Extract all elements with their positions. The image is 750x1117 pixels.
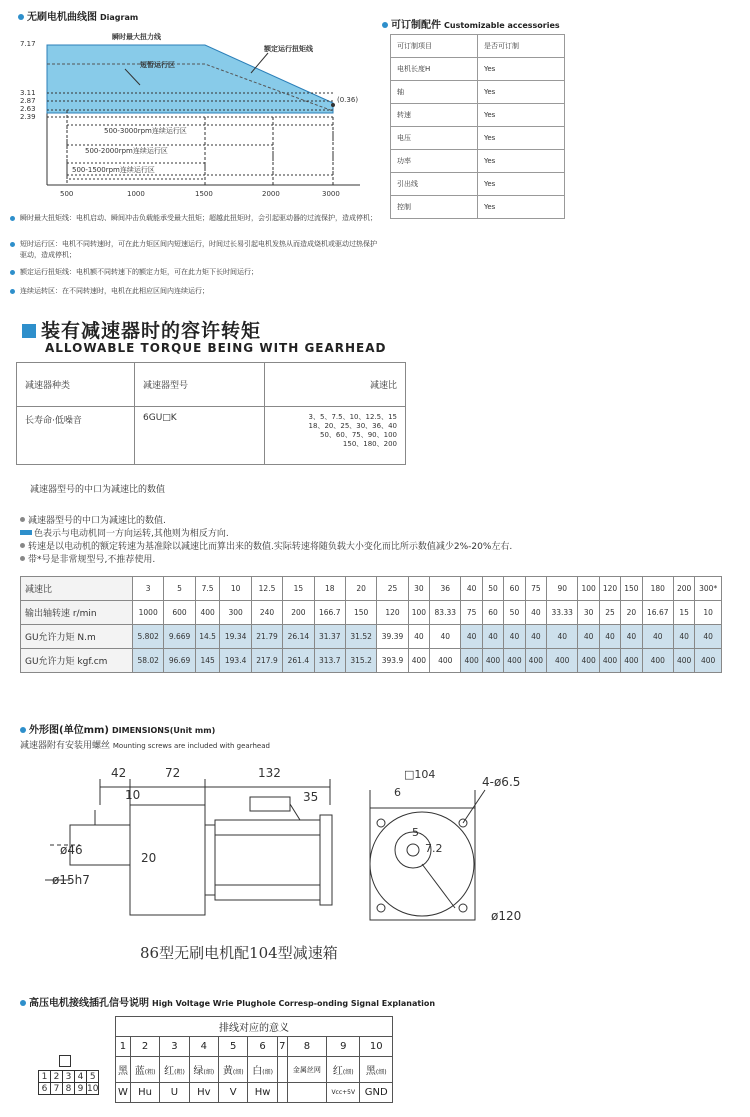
table-cell: 40: [578, 625, 599, 649]
header-cell: 减速比: [265, 363, 406, 407]
y-tick: 3.11: [20, 89, 36, 97]
table-cell: 5.802: [133, 625, 164, 649]
table-cell: 40: [482, 625, 503, 649]
signal-cell: [277, 1057, 287, 1083]
table-cell: 33.33: [547, 601, 578, 625]
bullet-icon: [20, 727, 26, 733]
signal-cell: [287, 1083, 326, 1103]
table-cell: 180: [642, 577, 673, 601]
signal-cell: 金属丝网: [287, 1057, 326, 1083]
table-cell: 36: [430, 577, 461, 601]
table-cell: 217.9: [251, 649, 282, 673]
table-cell: 3: [133, 577, 164, 601]
table-cell: 15: [673, 601, 694, 625]
dim-132: 132: [258, 766, 281, 780]
square-icon: [22, 324, 36, 338]
x-tick: 1500: [195, 190, 213, 198]
signal-cell: GND: [360, 1083, 393, 1103]
y-tick: 2.87: [20, 97, 36, 105]
table-cell: 30: [408, 577, 429, 601]
plug-pin: 7: [51, 1083, 63, 1095]
signal-title: 高压电机接线插孔信号说明 High Voltage Wrie Plughole Corresp-onding Signal Explanation: [20, 994, 435, 1009]
bullet-icon: [20, 1000, 26, 1006]
table-cell: 400: [642, 649, 673, 673]
side-view-drawing: [40, 765, 360, 925]
table-cell: 400: [482, 649, 503, 673]
plug-pin: 5: [87, 1071, 99, 1083]
plug-latch-icon: [59, 1055, 71, 1067]
ratio-table: [20, 576, 722, 673]
curve-note: 瞬时最大扭矩线：电机启动、瞬间冲击负载能承受最大扭矩；超越此扭矩时，会引起驱动器的过流保护，造成停机；: [20, 213, 380, 224]
table-cell: 400: [695, 649, 722, 673]
plug-pin: 3: [63, 1071, 75, 1083]
curve-note: 连续运转区：在不同转速时，电机在此相应区间内连续运行；: [20, 286, 380, 297]
dim-120: ø120: [491, 909, 522, 923]
signal-cell: 10: [360, 1037, 393, 1057]
table-cell: 25: [599, 601, 620, 625]
speed-row: 输出轴转速 r/min 1000 600 400 300 240 200 166.7 150 120 100 83.33 75 60 50 40 33.33 30 25 20 16.67 15 10: [21, 601, 722, 625]
table-cell: 400: [525, 649, 546, 673]
table-cell: 20: [345, 577, 376, 601]
table-cell: 75: [461, 601, 482, 625]
table-cell: 200: [673, 577, 694, 601]
table-cell: 12.5: [251, 577, 282, 601]
signal-cell: Vcc+5V: [327, 1083, 360, 1103]
table-row: 电机长度H Yes: [391, 58, 565, 81]
zone-label: 500-3000rpm连续运行区: [104, 127, 187, 135]
signal-cell: 红(粗): [160, 1057, 189, 1083]
table-row: 转速 Yes: [391, 104, 565, 127]
signal-table-head: 排线对应的意义: [116, 1017, 393, 1037]
table-cell: 40: [430, 625, 461, 649]
signal-cell: 1: [116, 1037, 131, 1057]
accessories-table: [390, 34, 565, 219]
table-cell: 400: [673, 649, 694, 673]
table-cell: 14.5: [195, 625, 220, 649]
accessories-title: 可订制配件 Customizable accessories: [382, 16, 560, 31]
gear-model: 6GU□K: [135, 407, 265, 465]
dim-10: 10: [125, 788, 141, 802]
table-cell: 83.33: [430, 601, 461, 625]
table-cell: 40: [408, 625, 429, 649]
header-cell: 减速器种类: [17, 363, 135, 407]
table-row: 控制 Yes: [391, 196, 565, 219]
table-cell: 40: [673, 625, 694, 649]
gear-ratios: 3、5、7.5、10、12.5、15 18、20、25、30、36、40 50、60、75、90、100 150、180、200: [265, 407, 406, 465]
table-cell: 166.7: [314, 601, 345, 625]
table-cell: 400: [195, 601, 220, 625]
y-tick: 7.17: [20, 40, 36, 48]
dim-42: 42: [111, 766, 127, 780]
table-cell: 19.34: [220, 625, 251, 649]
signal-cell: 8: [287, 1037, 326, 1057]
curve-note: 短时运行区：电机不同转速时，可在此力矩区间内短速运行，时间过长易引起电机发热从而造成烧机或驱动过热保护驱动，造成停机；: [20, 239, 380, 261]
plug-pin: 10: [87, 1083, 99, 1094]
signal-cell: 6: [248, 1037, 277, 1057]
gearhead-title-en: ALLOWABLE TORQUE BEING WITH GEARHEAD: [45, 341, 387, 355]
nm-row: GU允许力矩 N.m 5.802 9.669 14.5 19.34 21.79 26.14 31.37 31.52 39.39 40 40 40 40 40 40 40 40 40 40 40 40 40: [21, 625, 722, 649]
gearhead-title: 装有减速器时的容许转矩: [22, 316, 261, 343]
signal-cell: 红(细): [327, 1057, 360, 1083]
y-tick: 2.39: [20, 113, 36, 121]
dim-20: 20: [141, 851, 157, 865]
signal-cell: W: [116, 1083, 131, 1103]
signal-cell: U: [160, 1083, 189, 1103]
signal-cell: 蓝(粗): [130, 1057, 159, 1083]
table-cell: 261.4: [283, 649, 314, 673]
table-cell: 5: [164, 577, 195, 601]
table-cell: 20: [621, 601, 642, 625]
table-cell: 40: [504, 625, 525, 649]
signal-cell: Hv: [189, 1083, 218, 1103]
bullet-icon: [18, 14, 24, 20]
dimensions-caption: 86型无刷电机配104型减速箱: [140, 944, 338, 962]
table-cell: 60: [482, 601, 503, 625]
table-cell: 18: [314, 577, 345, 601]
table-cell: 40: [599, 625, 620, 649]
table-cell: 15: [283, 577, 314, 601]
signal-cell: 黄(细): [219, 1057, 248, 1083]
dim-35: 35: [303, 790, 319, 804]
zone-label: 500-2000rpm连续运行区: [85, 147, 168, 155]
gear-type: 长寿命·低噪音: [17, 407, 135, 465]
table-cell: 400: [430, 649, 461, 673]
table-cell: 10: [695, 601, 722, 625]
curve-title: 无刷电机曲线图 Diagram: [18, 8, 138, 23]
table-row: 功率 Yes: [391, 150, 565, 173]
table-cell: 40: [547, 625, 578, 649]
table-cell: 25: [377, 577, 408, 601]
x-tick: 3000: [322, 190, 340, 198]
dim-72b: 7.2: [425, 842, 443, 855]
table-cell: 40: [621, 625, 642, 649]
kgf-row: GU允许力矩 kgf.cm 58.02 96.69 145 193.4 217.9 261.4 313.7 315.2 393.9 400 400 400 400 400 400 400 400 400 400 400 400 400: [21, 649, 722, 673]
table-cell: 150: [345, 601, 376, 625]
table-cell: 145: [195, 649, 220, 673]
signal-cell: 9: [327, 1037, 360, 1057]
signal-cell: V: [219, 1083, 248, 1103]
plug-connector: [38, 1070, 99, 1095]
x-tick: 1000: [127, 190, 145, 198]
signal-cell: Hu: [130, 1083, 159, 1103]
gearhead-table: [16, 362, 406, 465]
dim-5: 5: [412, 826, 419, 839]
dim-72: 72: [165, 766, 181, 780]
y-tick: 2.63: [20, 105, 36, 113]
plug-pin: 2: [51, 1071, 63, 1083]
table-cell: 40: [642, 625, 673, 649]
table-cell: 100: [408, 601, 429, 625]
table-cell: 90: [547, 577, 578, 601]
table-cell: 393.9: [377, 649, 408, 673]
table-cell: 400: [621, 649, 642, 673]
header-cell: 可订制项目: [391, 35, 478, 58]
x-tick: 500: [60, 190, 74, 198]
table-cell: 50: [482, 577, 503, 601]
signal-cell: Hw: [248, 1083, 277, 1103]
table-cell: 240: [251, 601, 282, 625]
table-cell: 300: [220, 601, 251, 625]
table-cell: 150: [621, 577, 642, 601]
table-cell: 1000: [133, 601, 164, 625]
table-cell: 7.5: [195, 577, 220, 601]
plug-pin: 6: [39, 1083, 51, 1095]
signal-cell: 7: [277, 1037, 287, 1057]
header-cell: 是否可订制: [478, 35, 565, 58]
table-cell: 120: [599, 577, 620, 601]
table-cell: 31.37: [314, 625, 345, 649]
plug-pin: 1: [39, 1071, 51, 1083]
signal-cell: 黑(细): [360, 1057, 393, 1083]
table-cell: 21.79: [251, 625, 282, 649]
dim-6: 6: [394, 786, 401, 799]
dim-46: ø46: [60, 843, 83, 857]
gear-notes-list: 减速器型号的中口为减速比的数值. 色表示与电动机同一方向运转,其他则为相反方向. 转速是以电动机的额定转速为基准除以减速比而算出来的数值.实际转速将随负载大小变化而比所示数值减少2%-20%左右. 带*号是非常规型号,不推荐使用.: [20, 515, 720, 567]
table-cell: 40: [695, 625, 722, 649]
table-cell: 9.669: [164, 625, 195, 649]
table-cell: 75: [525, 577, 546, 601]
header-cell: 减速器型号: [135, 363, 265, 407]
signal-cell: 2: [130, 1037, 159, 1057]
table-cell: 16.67: [642, 601, 673, 625]
table-cell: 313.7: [314, 649, 345, 673]
table-cell: 400: [547, 649, 578, 673]
table-cell: 40: [525, 601, 546, 625]
dim-15: ø15h7: [52, 873, 90, 887]
peak-line-label: 瞬时最大扭力线: [112, 33, 161, 41]
gear-note: 减速器型号的中口为减速比的数值: [30, 485, 166, 495]
plug-pin: 4: [75, 1071, 87, 1083]
table-cell: 40: [461, 625, 482, 649]
dimensions-title: 外形图(单位mm) DIMENSIONS(Unit mm): [20, 721, 215, 736]
table-cell: 120: [377, 601, 408, 625]
signal-cell: [277, 1083, 287, 1103]
dim-65: 4-ø6.5: [482, 775, 521, 789]
x-tick: 2000: [262, 190, 280, 198]
table-cell: 200: [283, 601, 314, 625]
blue-swatch-icon: [20, 530, 32, 535]
table-cell: 400: [504, 649, 525, 673]
table-cell: 40: [525, 625, 546, 649]
table-cell: 193.4: [220, 649, 251, 673]
table-cell: 400: [408, 649, 429, 673]
dimensions-subtitle: 减速器附有安装用螺丝 Mounting screws are included with gearhead: [20, 741, 270, 751]
table-row: 轴 Yes: [391, 81, 565, 104]
bullet-icon: [382, 22, 388, 28]
table-cell: 30: [578, 601, 599, 625]
table-cell: 10: [220, 577, 251, 601]
curve-note: 额定运行扭矩线：电机额不同转速下的额定力矩，可在此力矩下长时间运行；: [20, 267, 380, 278]
dim-104: □104: [404, 768, 436, 781]
table-row: 电压 Yes: [391, 127, 565, 150]
table-cell: 60: [504, 577, 525, 601]
torque-curve-chart: [15, 25, 375, 205]
table-cell: 100: [578, 577, 599, 601]
table-cell: 300*: [695, 577, 722, 601]
table-cell: 400: [599, 649, 620, 673]
signal-cell: 白(细): [248, 1057, 277, 1083]
signal-cell: 4: [189, 1037, 218, 1057]
plug-pin: 8: [63, 1083, 75, 1095]
table-cell: 600: [164, 601, 195, 625]
table-row: 引出线 Yes: [391, 173, 565, 196]
table-cell: 31.52: [345, 625, 376, 649]
ratio-row: 减速比 3 5 7.5 10 12.5 15 18 20 25 30 36 40 50 60 75 90 100 120 150 180 200 300*: [21, 577, 722, 601]
zone-label: 500-1500rpm连续运行区: [72, 166, 155, 174]
end-value-label: (0.36): [337, 96, 359, 104]
table-cell: 26.14: [283, 625, 314, 649]
short-run-label: 短暂运行区: [140, 61, 175, 69]
plug-pin: 9: [75, 1083, 87, 1095]
signal-cell: 3: [160, 1037, 189, 1057]
signal-cell: 5: [219, 1037, 248, 1057]
table-cell: 400: [578, 649, 599, 673]
table-cell: 315.2: [345, 649, 376, 673]
rated-line-label: 额定运行扭矩线: [264, 45, 313, 53]
signal-table: [115, 1016, 393, 1103]
signal-cell: 绿(细): [189, 1057, 218, 1083]
signal-cell: 黑: [116, 1057, 131, 1083]
table-cell: 58.02: [133, 649, 164, 673]
table-cell: 40: [461, 577, 482, 601]
table-cell: 50: [504, 601, 525, 625]
table-cell: 39.39: [377, 625, 408, 649]
table-cell: 400: [461, 649, 482, 673]
table-cell: 96.69: [164, 649, 195, 673]
